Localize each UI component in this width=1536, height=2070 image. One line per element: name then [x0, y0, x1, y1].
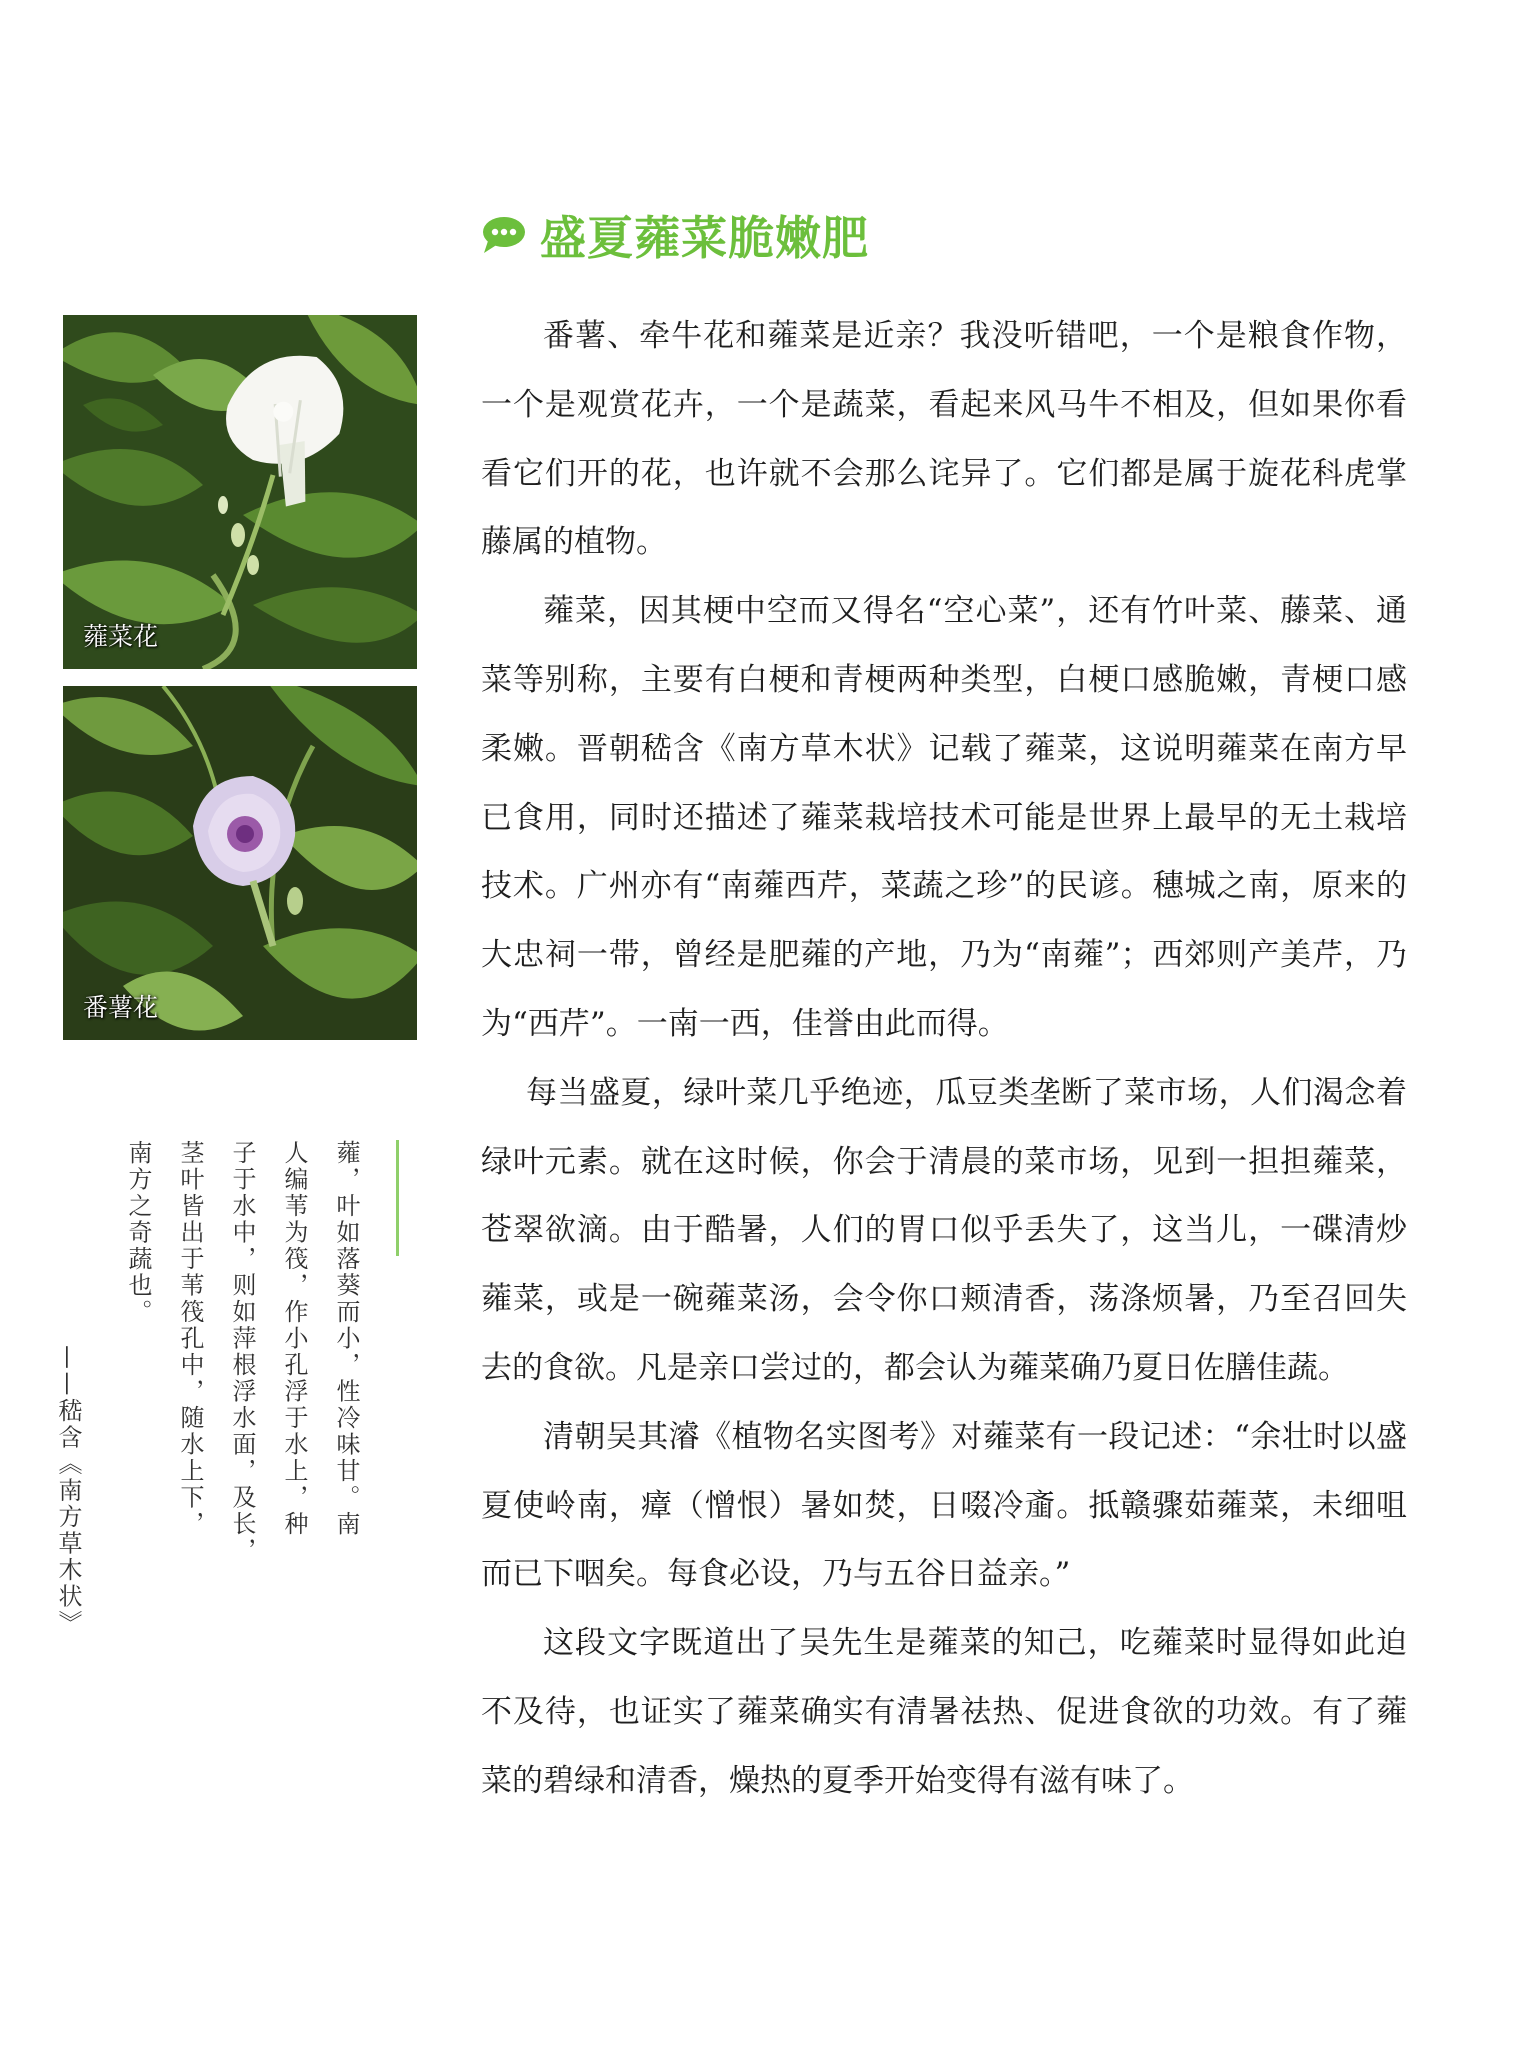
page-title: 盛夏蕹菜脆嫩肥 [540, 211, 869, 265]
paragraph: 每当盛夏，绿叶菜几乎绝迹，瓜豆类垄断了菜市场，人们渴念着绿叶元素。就在这时候，你会于清晨的菜市场，见到一担担蕹菜，苍翠欲滴。由于酷暑，人们的胃口似乎丢失了，这当儿，一碟清炒蕹菜，或是一碗蕹菜汤，会令你口颊清香，荡涤烦暑，乃至召回失去的食欲。凡是亲口尝过的，都会认为蕹菜确乃夏日佐膳佳蔬。 [481, 1074, 1407, 1386]
speech-bubble-icon [480, 215, 526, 255]
paragraph: 清朝吴其濬《植物名实图考》对蕹菜有一段记述：“余壮时以盛夏使岭南，瘴（憎恨）暑如焚，日啜冷齑。抵赣骤茹蕹菜，未细咀而已下咽矣。每食必设，乃与五谷日益亲。” [481, 1418, 1407, 1593]
paragraph: 这段文字既道出了吴先生是蕹菜的知己，吃蕹菜时显得如此迫不及待，也证实了蕹菜确实有清暑祛热、促进食欲的功效。有了蕹菜的碧绿和清香，燥热的夏季开始变得有滋有味了。 [481, 1625, 1407, 1799]
quote-accent-bar [396, 1140, 399, 1256]
side-quote [54, 1140, 372, 1640]
quote-line: 人编苇为筏，作小孔浮于水上，种 [280, 1140, 308, 1538]
photo-water-spinach-flower [63, 315, 417, 669]
section-heading [480, 200, 869, 270]
photo-caption: 番薯花 [83, 993, 159, 1022]
photo-sweet-potato-flower [63, 686, 417, 1040]
paragraph: 番薯、牵牛花和蕹菜是近亲？我没听错吧，一个是粮食作物，一个是观赏花卉，一个是蔬菜，看起来风马牛不相及，但如果你看看它们开的花，也许就不会那么诧异了。它们都是属于旋花科虎掌藤属的植物。 [481, 318, 1407, 561]
photo-caption: 蕹菜花 [83, 622, 159, 651]
quote-source: ——嵇含《南方草木状》 [54, 1345, 82, 1637]
quote-line: 子于水中，则如萍根浮水面，及长， [228, 1140, 256, 1564]
quote-line: 茎叶皆出于苇筏孔中，随水上下， [176, 1140, 204, 1538]
water-spinach-flower-image [63, 315, 417, 669]
quote-line: 蕹，叶如落葵而小，性冷味甘。南 [332, 1140, 360, 1538]
paragraph: 蕹菜，因其梗中空而又得名“空心菜”，还有竹叶菜、藤菜、通菜等别称，主要有白梗和青梗两种类型，白梗口感脆嫩，青梗口感柔嫩。晋朝嵇含《南方草木状》记载了蕹菜，这说明蕹菜在南方早已食用，同时还描述了蕹菜栽培技术可能是世界上最早的无土栽培技术。广州亦有“南蕹西芹，菜蔬之珍”的民谚。穗城之南，原来的大忠祠一带，曾经是肥蕹的产地，乃为“南蕹”；西郊则产美芹，乃为“西芹”。一南一西，佳誉由此而得。 [481, 593, 1407, 1042]
article-body [481, 302, 1407, 1816]
sweet-potato-flower-image [63, 686, 417, 1040]
quote-line: 南方之奇蔬也。 [124, 1140, 152, 1326]
